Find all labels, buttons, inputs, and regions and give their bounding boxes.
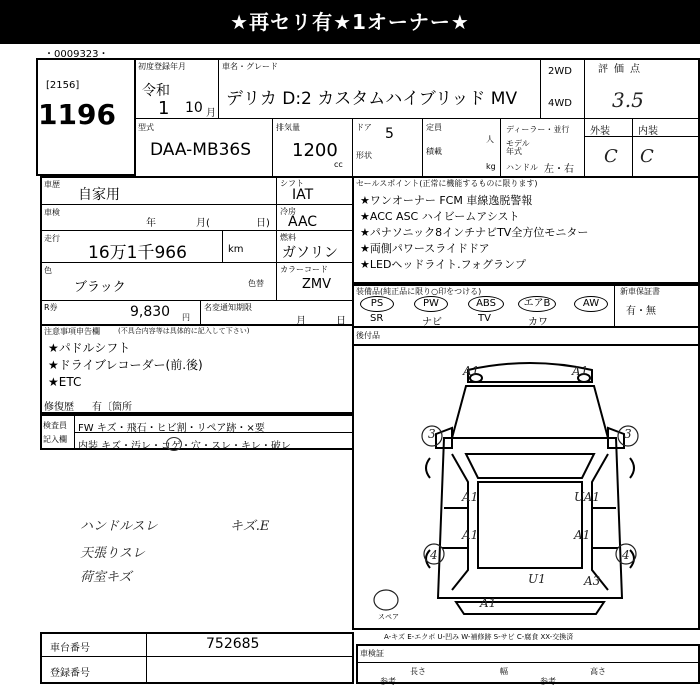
first-reg-month-unit: 月 <box>206 108 216 119</box>
shift-value: IAT <box>292 187 314 203</box>
inspection-month: 月( <box>196 218 210 229</box>
remarks-list <box>48 340 203 391</box>
name-change-day: 日 <box>336 316 346 327</box>
remarks-note: (不具合内容等は具体的に記入して下さい) <box>118 327 250 335</box>
map-mark: A1 <box>574 528 591 542</box>
color-change-label: 色替 <box>248 279 264 288</box>
new-warranty-value: 有・無 <box>626 306 656 317</box>
sales-points-list <box>360 193 588 273</box>
remark-item: ★パドルシフト <box>48 341 131 355</box>
displacement-label: 排気量 <box>276 123 300 132</box>
model-label: 型式 <box>138 123 154 132</box>
mileage-value: 16万1千966 <box>88 243 187 263</box>
bottom-right-box <box>356 644 700 684</box>
map-mark: 3 <box>624 427 632 441</box>
recycle-value: 9,830 <box>130 304 171 320</box>
remark-item: ★ETC <box>48 375 82 389</box>
car-name-value: デリカ D:2 カスタムハイブリッド MV <box>226 89 518 109</box>
first-reg-era: 令和 <box>142 83 170 99</box>
equip-airbag: エアB <box>518 296 556 312</box>
displacement-unit: cc <box>334 160 343 169</box>
inspection-year: 年 <box>146 218 156 229</box>
int-grade: C <box>640 146 654 167</box>
shape-label: 形状 <box>356 151 372 160</box>
score-value: 3.5 <box>612 88 644 112</box>
sales-point: ★両側パワースライドドア <box>360 242 490 255</box>
color-code-label: カラーコード <box>280 265 328 274</box>
remark-item: ★ドライブレコーダー(前.後) <box>48 358 203 372</box>
map-mark: A1 <box>463 364 480 378</box>
door-label: ドア <box>356 123 372 132</box>
lot-sub: [2156] <box>46 80 80 91</box>
inspector-row2: 内装 キズ・汚レ・コゲ・穴・スレ・キレ・破レ <box>78 441 291 452</box>
ext-label: 外装 <box>590 126 610 137</box>
mileage-unit: km <box>228 244 244 255</box>
header-serial: ・0009323・ <box>44 49 109 60</box>
footer-label: 高さ <box>590 667 606 676</box>
damage-legend: A-キズ E-エクボ U-凹み W-補修跡 S-サビ C-腐食 XX-交換済 <box>384 633 574 641</box>
map-mark: 4 <box>622 548 630 562</box>
repair-label: 修復歴 <box>44 402 74 413</box>
footer-label: 車検証 <box>360 649 384 658</box>
map-mark: A1 <box>480 596 497 610</box>
color-label: 色 <box>44 266 52 275</box>
history-value: 自家用 <box>78 187 120 203</box>
drive-4wd: 4WD <box>548 98 572 109</box>
recycle-unit: 円 <box>182 313 190 322</box>
capacity-unit: 人 <box>486 135 494 144</box>
mileage-label: 走行 <box>44 234 60 243</box>
map-mark: A1 <box>572 364 589 378</box>
repair-value: 有〔箇所 <box>92 402 132 413</box>
aircon-value: AAC <box>288 214 318 230</box>
load-label: 積載 <box>426 147 442 156</box>
color-code-value: ZMV <box>302 277 332 292</box>
new-warranty-label: 新車保証書 <box>620 287 660 296</box>
equip-leather: カワ <box>528 317 548 328</box>
map-mark: A1 <box>462 528 479 542</box>
equip-aw: AW <box>574 296 608 312</box>
map-mark: UA1 <box>574 490 601 504</box>
reg-number-label: 登録番号 <box>50 668 90 679</box>
chassis-label: 車台番号 <box>50 643 90 654</box>
map-mark: U1 <box>528 572 546 586</box>
name-change-label: 名変通知期限 <box>204 303 252 312</box>
equipment-label: 装備品(純正品に限り○印をつける) <box>356 287 482 296</box>
door-value: 5 <box>385 126 394 142</box>
inspection-label: 車検 <box>44 208 60 217</box>
load-unit: kg <box>486 162 496 171</box>
handnote-extra: キズ.E <box>230 519 270 534</box>
sales-point: ★LEDヘッドライト.フォグランプ <box>360 258 527 271</box>
fuel-value: ガソリン <box>282 245 338 261</box>
sales-point: ★パナソニック8インチナビTV全方位モニター <box>360 226 589 239</box>
equip-pw: PW <box>414 296 448 312</box>
sales-point: ★ワンオーナー FCM 車線逸脱警報 <box>360 194 533 207</box>
equip-tv: TV <box>478 313 491 324</box>
sales-point: ★ACC ASC ハイビームアシスト <box>360 210 520 223</box>
equip-navi: ナビ <box>422 317 442 328</box>
spare-label: スペア <box>378 613 399 621</box>
inspector-circle <box>166 437 182 451</box>
map-mark: A3 <box>584 574 601 588</box>
car-damage-diagram <box>356 358 700 628</box>
fuel-label: 燃料 <box>280 233 296 242</box>
model-value: DAA-MB36S <box>150 140 252 160</box>
footer-label: 参考 <box>380 677 396 686</box>
car-name-label: 車名・グレード <box>222 62 278 71</box>
footer-label: 幅 <box>500 667 508 676</box>
int-label: 内装 <box>638 126 658 137</box>
drive-2wd: 2WD <box>548 66 572 77</box>
inspector-row1: FW キズ・飛石・ヒビ割・リペア跡・×要 <box>78 423 265 434</box>
first-reg-month: 10 <box>185 100 203 116</box>
handnote: 荷室キズ <box>80 570 132 585</box>
inspector-label1: 検査員 <box>43 421 67 430</box>
inspection-day: 日) <box>256 218 270 229</box>
remarks-label: 注意事項申告欄 <box>44 327 100 336</box>
map-mark: A1 <box>462 490 479 504</box>
footer-label: 参考 <box>540 677 556 686</box>
footer-label: 長さ <box>410 667 426 676</box>
after-fit-box <box>352 326 700 346</box>
equip-abs: ABS <box>468 296 504 312</box>
ext-grade: C <box>604 146 618 167</box>
displacement-value: 1200 <box>292 140 338 161</box>
model-year-label: モデル年式 <box>506 139 530 156</box>
name-change-month: 月 <box>296 316 306 327</box>
first-reg-year: 1 <box>158 98 170 119</box>
lot-number: 1196 <box>38 98 116 131</box>
equip-sr: SR <box>370 313 384 324</box>
handle-value: 左・右 <box>544 164 574 175</box>
banner: ★再セリ有★1オーナー★ <box>0 0 700 44</box>
chassis-value: 752685 <box>206 636 260 652</box>
history-label: 車歴 <box>44 180 60 189</box>
map-mark: 4 <box>430 548 438 562</box>
handle-label: ハンドル <box>506 163 538 172</box>
inspector-label2: 記入欄 <box>43 435 67 444</box>
capacity-label: 定員 <box>426 123 442 132</box>
sales-points-label: セールスポイント(正常に機能するものに限ります) <box>356 179 538 188</box>
color-value: ブラック <box>74 280 126 295</box>
after-fit-label: 後付品 <box>356 331 380 340</box>
dealer-label: ディーラー・並行 <box>506 125 570 134</box>
handnote: 天張りスレ <box>80 546 146 561</box>
aircon-label: 冷房 <box>280 207 296 216</box>
equip-ps: PS <box>360 296 394 312</box>
recycle-label: R券 <box>44 303 58 312</box>
score-label: 評価点 <box>598 64 646 75</box>
map-mark: 3 <box>428 427 436 441</box>
handnote: ハンドルスレ <box>80 519 158 534</box>
first-reg-label: 初度登録年月 <box>138 62 186 71</box>
shift-label: シフト <box>280 179 304 188</box>
